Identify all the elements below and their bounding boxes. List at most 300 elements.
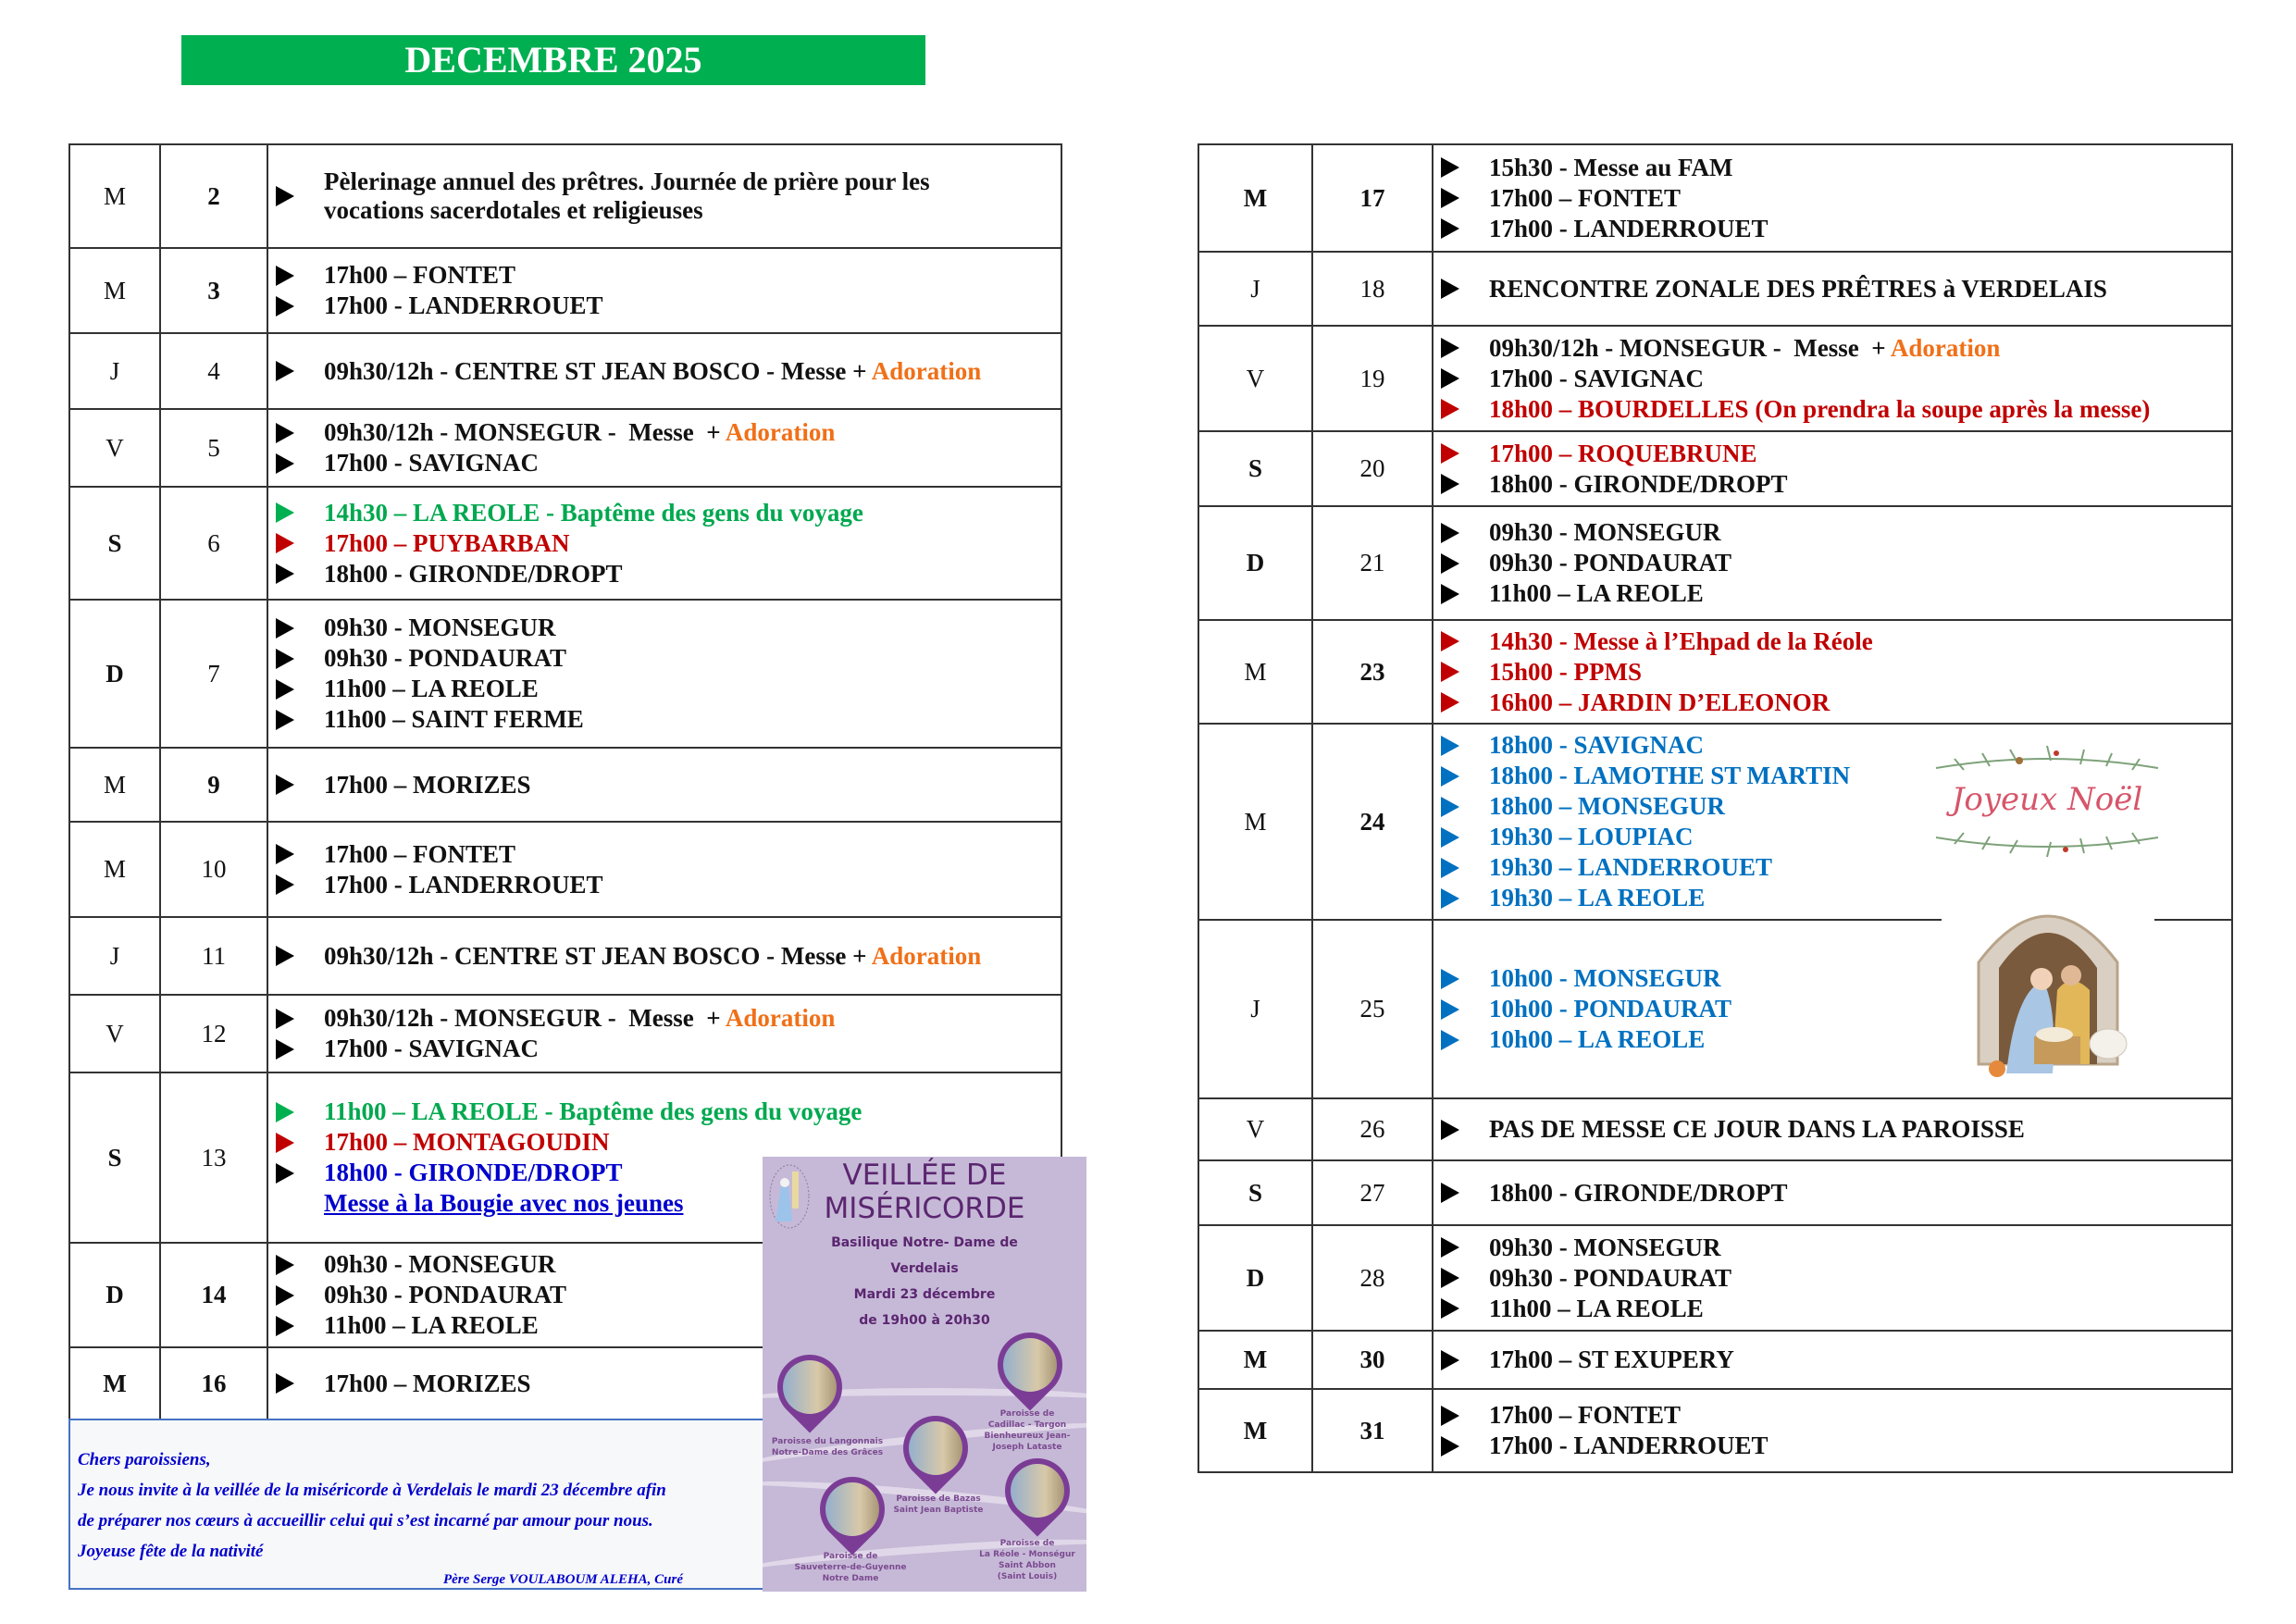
- event-segment: 09h30 - MONSEGUR: [324, 614, 556, 641]
- bullet-arrow-icon: [1441, 797, 1459, 817]
- nativity-icon: [1942, 879, 2154, 1092]
- poster-title-line1: VEILLÉE DE: [842, 1159, 1007, 1192]
- event-text: [324, 704, 584, 735]
- event-line: [276, 1003, 1061, 1034]
- bullet-arrow-icon: [1441, 188, 1459, 208]
- day-row: [69, 995, 1061, 1072]
- weekday-letter: V: [69, 409, 160, 487]
- event-line: [276, 448, 1061, 478]
- event-line: [1441, 469, 2231, 500]
- event-segment: 17h00 – MORIZES: [324, 770, 531, 799]
- event-segment: 18h00 - SAVIGNAC: [1489, 731, 1705, 759]
- bullet-arrow-icon: [1441, 1120, 1459, 1140]
- event-segment: 17h00 - LANDERROUET: [1489, 1432, 1769, 1459]
- weekday-letter: M: [1198, 620, 1312, 724]
- day-number: 7: [160, 600, 267, 748]
- event-line: [1441, 214, 2231, 244]
- event-segment: Pèlerinage annuel des prêtres. Journée de prière pour les vocations sacerdotales et religieuses: [324, 167, 930, 224]
- event-line: [276, 839, 1061, 870]
- day-number: 9: [160, 748, 267, 822]
- weekday-letter: S: [69, 487, 160, 600]
- event-segment: 18h00 - GIRONDE/DROPT: [1489, 1178, 1788, 1207]
- event-text: [324, 498, 863, 528]
- day-number: 26: [1312, 1098, 1433, 1160]
- bullet-arrow-icon: [276, 1373, 294, 1394]
- bullet-arrow-icon: [276, 453, 294, 474]
- bullet-arrow-icon: [1441, 399, 1459, 419]
- poster-place-line1: Basilique Notre- Dame de: [831, 1235, 1018, 1250]
- events-cell: [267, 917, 1061, 995]
- event-line: [276, 870, 1061, 900]
- event-line: [1441, 364, 2231, 394]
- event-segment: 09h30/12h - MONSEGUR - Messe +: [1489, 333, 1891, 362]
- bullet-arrow-icon: [1441, 584, 1459, 604]
- event-text: [1489, 1114, 2025, 1145]
- day-row: [69, 248, 1061, 333]
- adoration-label: Adoration: [725, 1004, 836, 1032]
- event-line: [1441, 578, 2231, 609]
- day-row: [1198, 1389, 2232, 1472]
- event-segment: 09h30/12h - CENTRE ST JEAN BOSCO - Messe +: [324, 356, 872, 385]
- bullet-arrow-icon: [276, 1285, 294, 1306]
- event-line: [276, 167, 1061, 225]
- event-text: [1489, 730, 1704, 761]
- event-line: [276, 356, 1061, 387]
- weekday-letter: J: [1198, 252, 1312, 326]
- bullet-arrow-icon: [276, 296, 294, 316]
- event-segment: 10h00 - PONDAURAT: [1489, 995, 1731, 1023]
- bullet-arrow-icon: [1441, 474, 1459, 494]
- day-row: [1198, 620, 2232, 724]
- day-row: [1198, 1160, 2232, 1225]
- event-text: [324, 941, 981, 972]
- event-text: [1489, 761, 1850, 791]
- event-text: [1489, 333, 2000, 364]
- day-number: 20: [1312, 431, 1433, 506]
- bullet-arrow-icon: [276, 423, 294, 443]
- day-row: [69, 917, 1061, 995]
- event-segment: RENCONTRE ZONALE DES PRÊTRES à VERDELAIS: [1489, 274, 2107, 303]
- pastor-message-box: [68, 1419, 840, 1590]
- day-number: 10: [160, 822, 267, 917]
- nativity-illustration: [1942, 879, 2154, 1092]
- day-number: 5: [160, 409, 267, 487]
- event-segment: 09h30/12h - MONSEGUR - Messe +: [324, 1004, 726, 1032]
- event-line: [1441, 548, 2231, 578]
- bullet-arrow-icon: [1441, 279, 1459, 299]
- event-line: [1441, 183, 2231, 214]
- event-text: [324, 448, 539, 478]
- event-segment: 09h30 - MONSEGUR: [324, 1250, 556, 1278]
- weekday-letter: M: [1198, 724, 1312, 920]
- event-text: [1489, 883, 1705, 913]
- weekday-letter: V: [1198, 1098, 1312, 1160]
- event-segment: 17h00 - SAVIGNAC: [324, 1035, 540, 1062]
- bullet-arrow-icon: [276, 361, 294, 381]
- events-cell: [267, 144, 1061, 248]
- event-line: [1441, 333, 2231, 364]
- event-line: [1441, 153, 2231, 183]
- parish-pin-icon: [764, 1342, 856, 1433]
- weekday-letter: V: [1198, 326, 1312, 431]
- day-number: 17: [1312, 144, 1433, 252]
- event-segment: 10h00 - MONSEGUR: [1489, 964, 1721, 992]
- event-text: [324, 528, 570, 559]
- poster-date: Mardi 23 décembre: [853, 1287, 996, 1302]
- day-number: 11: [160, 917, 267, 995]
- weekday-letter: M: [69, 822, 160, 917]
- youth-mass-link[interactable]: Messe à la Bougie avec nos jeunes: [324, 1189, 684, 1217]
- event-line: [1441, 439, 2231, 469]
- event-segment: 14h30 – LA REOLE - Baptême des gens du voyage: [324, 498, 863, 527]
- bullet-arrow-icon: [1441, 1268, 1459, 1288]
- day-row: [69, 144, 1061, 248]
- event-text: [1489, 153, 1732, 183]
- event-segment: 17h00 – FONTET: [1489, 183, 1682, 212]
- event-text: [1489, 214, 1769, 244]
- bullet-arrow-icon: [1441, 692, 1459, 713]
- weekday-letter: M: [69, 748, 160, 822]
- weekday-letter: S: [1198, 1160, 1312, 1225]
- parish-label: Paroisse de Sauveterre-de-Guyenne Notre Dame: [794, 1552, 907, 1583]
- event-segment: 19h30 – LOUPIAC: [1489, 823, 1694, 850]
- event-line: [1441, 626, 2231, 657]
- event-segment: 17h00 – FONTET: [324, 839, 516, 868]
- event-line: [1441, 394, 2231, 425]
- bullet-arrow-icon: [276, 844, 294, 864]
- event-text: [324, 1249, 556, 1280]
- event-line: [1441, 1263, 2231, 1294]
- bullet-arrow-icon: [1441, 1436, 1459, 1457]
- event-text: [324, 356, 981, 387]
- event-text: [1489, 1345, 1734, 1375]
- events-cell: [1433, 620, 2232, 724]
- events-cell: [1433, 1225, 2232, 1331]
- adoration-label: Adoration: [871, 941, 982, 970]
- bullet-arrow-icon: [1441, 1350, 1459, 1370]
- event-text: [324, 1003, 835, 1034]
- day-number: 4: [160, 333, 267, 409]
- bullet-arrow-icon: [276, 618, 294, 638]
- event-text: [324, 839, 515, 870]
- event-segment: 09h30 - PONDAURAT: [324, 644, 566, 672]
- event-text: [1489, 469, 1788, 500]
- bullet-arrow-icon: [276, 533, 294, 553]
- bullet-arrow-icon: [1441, 1237, 1459, 1258]
- day-number: 19: [1312, 326, 1433, 431]
- parish-label: Paroisse de Bazas Saint Jean Baptiste: [893, 1494, 984, 1515]
- events-cell: [1433, 1331, 2232, 1389]
- bullet-arrow-icon: [1441, 766, 1459, 787]
- event-line: [276, 417, 1061, 448]
- event-segment: 18h00 - GIRONDE/DROPT: [324, 1159, 623, 1186]
- day-number: 6: [160, 487, 267, 600]
- event-segment: 15h30 - Messe au FAM: [1489, 153, 1733, 181]
- day-number: 16: [160, 1347, 267, 1419]
- poster-place-line2: Verdelais: [890, 1261, 959, 1276]
- message-line: Joyeuse fête de la nativité: [78, 1542, 264, 1561]
- weekday-letter: D: [1198, 506, 1312, 620]
- event-text: [324, 643, 566, 674]
- event-text: [1489, 822, 1694, 852]
- event-segment: 10h00 – LA REOLE: [1489, 1025, 1706, 1053]
- event-segment: 17h00 - LANDERROUET: [324, 291, 603, 319]
- event-line: [1441, 1345, 2231, 1375]
- event-segment: 14h30 - Messe à l’Ehpad de la Réole: [1489, 626, 1873, 655]
- event-text: [324, 1034, 539, 1064]
- events-cell: [267, 409, 1061, 487]
- events-cell: [267, 822, 1061, 917]
- event-line: [1441, 1294, 2231, 1324]
- event-text: [1489, 364, 1704, 394]
- parish-label: Paroisse de La Réole - Monségur Saint Abbon (Saint Louis): [979, 1539, 1075, 1581]
- event-line: [276, 941, 1061, 972]
- events-cell: [1433, 144, 2232, 252]
- event-segment: 11h00 – LA REOLE: [1489, 1294, 1704, 1322]
- event-text: [1489, 1263, 1731, 1294]
- event-text: [1489, 1294, 1704, 1324]
- event-segment: 19h30 – LA REOLE: [1489, 884, 1706, 911]
- event-segment: 18h00 – BOURDELLES (On prendra la soupe après la messe): [1489, 394, 2151, 423]
- day-row: [69, 600, 1061, 748]
- events-cell: [1433, 431, 2232, 506]
- event-line: [276, 674, 1061, 704]
- event-segment: PAS DE MESSE CE JOUR DANS LA PAROISSE: [1489, 1115, 2025, 1143]
- event-segment: 09h30 - MONSEGUR: [1489, 1233, 1721, 1261]
- event-segment: 17h00 – MONTAGOUDIN: [324, 1128, 610, 1156]
- weekday-letter: M: [69, 144, 160, 248]
- event-line: [276, 498, 1061, 528]
- weekday-letter: D: [69, 600, 160, 748]
- events-cell: [267, 248, 1061, 333]
- event-text: [324, 417, 835, 448]
- weekday-letter: M: [1198, 144, 1312, 252]
- day-row: [1198, 144, 2232, 252]
- bullet-arrow-icon: [1441, 1183, 1459, 1203]
- bullet-arrow-icon: [1441, 888, 1459, 909]
- joyeux-noel-banner: [1927, 740, 2167, 865]
- event-segment: 11h00 – LA REOLE - Baptême des gens du voyage: [324, 1097, 863, 1125]
- weekday-letter: J: [69, 333, 160, 409]
- event-text: [1489, 626, 1873, 657]
- bullet-arrow-icon: [276, 1039, 294, 1060]
- event-segment: 16h00 – JARDIN D’ELEONOR: [1489, 688, 1831, 716]
- event-line: [276, 704, 1061, 735]
- event-text: [1489, 1024, 1705, 1055]
- day-number: 28: [1312, 1225, 1433, 1331]
- event-text: [324, 674, 539, 704]
- day-row: [1198, 1225, 2232, 1331]
- event-text: [1489, 1400, 1681, 1431]
- weekday-letter: S: [1198, 431, 1312, 506]
- event-segment: 17h00 – FONTET: [1489, 1401, 1682, 1429]
- day-number: 3: [160, 248, 267, 333]
- weekday-letter: D: [1198, 1225, 1312, 1331]
- bullet-arrow-icon: [276, 186, 294, 206]
- event-segment: 17h00 - SAVIGNAC: [1489, 364, 1705, 392]
- day-number: 31: [1312, 1389, 1433, 1472]
- event-segment: 18h00 - GIRONDE/DROPT: [324, 559, 623, 588]
- event-line: [1441, 1114, 2231, 1145]
- event-segment: 11h00 – LA REOLE: [324, 675, 539, 702]
- day-number: 13: [160, 1072, 267, 1243]
- poster-time: de 19h00 à 20h30: [859, 1313, 990, 1328]
- day-number: 2: [160, 144, 267, 248]
- event-text: [324, 260, 515, 291]
- day-row: [1198, 252, 2232, 326]
- event-line: [1441, 1233, 2231, 1263]
- bullet-arrow-icon: [276, 1102, 294, 1122]
- event-segment: 09h30 - PONDAURAT: [324, 1281, 566, 1308]
- adoration-label: Adoration: [725, 418, 836, 446]
- vigil-poster: [763, 1157, 1086, 1592]
- bullet-arrow-icon: [1441, 157, 1459, 178]
- bullet-arrow-icon: [276, 564, 294, 584]
- event-segment: 11h00 – SAINT FERME: [324, 705, 584, 733]
- event-text: [324, 167, 1009, 225]
- event-line: [1441, 274, 2231, 304]
- event-line: [276, 770, 1061, 800]
- event-text: [1489, 548, 1731, 578]
- event-line: [1441, 1400, 2231, 1431]
- bullet-arrow-icon: [276, 874, 294, 895]
- event-line: [1441, 517, 2231, 548]
- day-number: 18: [1312, 252, 1433, 326]
- event-text: [324, 613, 556, 643]
- message-line: de préparer nos cœurs à accueillir celui qui s’est incarné par amour pour nous.: [78, 1511, 653, 1531]
- event-segment: 18h00 - LAMOTHE ST MARTIN: [1489, 762, 1851, 789]
- event-segment: 18h00 – MONSEGUR: [1489, 792, 1726, 820]
- event-segment: 09h30 - PONDAURAT: [1489, 1263, 1731, 1292]
- day-row: [1198, 1098, 2232, 1160]
- bullet-arrow-icon: [276, 710, 294, 730]
- weekday-letter: M: [1198, 1389, 1312, 1472]
- bullet-arrow-icon: [1441, 443, 1459, 464]
- bullet-arrow-icon: [276, 1163, 294, 1184]
- weekday-letter: V: [69, 995, 160, 1072]
- events-cell: [267, 600, 1061, 748]
- event-text: [1489, 578, 1704, 609]
- bullet-arrow-icon: [1441, 218, 1459, 239]
- bullet-arrow-icon: [1441, 523, 1459, 543]
- event-line: [276, 613, 1061, 643]
- events-cell: [267, 748, 1061, 822]
- weekday-letter: D: [69, 1243, 160, 1347]
- day-row: [1198, 1331, 2232, 1389]
- bullet-arrow-icon: [1441, 1406, 1459, 1426]
- event-line: [276, 1097, 1061, 1127]
- event-text: [324, 1158, 623, 1188]
- bullet-arrow-icon: [276, 1009, 294, 1029]
- event-text: [324, 559, 623, 589]
- event-line: [276, 559, 1061, 589]
- weekday-letter: J: [1198, 920, 1312, 1098]
- event-segment: 18h00 - GIRONDE/DROPT: [1489, 469, 1788, 498]
- event-text: [1489, 657, 1642, 688]
- bullet-arrow-icon: [276, 266, 294, 286]
- events-cell: [1433, 252, 2232, 326]
- events-cell: [267, 487, 1061, 600]
- event-text: [1489, 1233, 1721, 1263]
- event-text: [1489, 1431, 1769, 1461]
- weekday-letter: M: [69, 1347, 160, 1419]
- event-segment: 09h30/12h - MONSEGUR - Messe +: [324, 418, 726, 446]
- day-number: 24: [1312, 724, 1433, 920]
- adoration-label: Adoration: [1890, 333, 2001, 362]
- event-text: [1489, 394, 2150, 425]
- event-line: [276, 260, 1061, 291]
- day-number: 27: [1312, 1160, 1433, 1225]
- events-cell: [267, 333, 1061, 409]
- bullet-arrow-icon: [1441, 338, 1459, 358]
- events-cell: [1433, 506, 2232, 620]
- event-line: [276, 1127, 1061, 1158]
- event-line: [1441, 1431, 2231, 1461]
- event-segment: 11h00 – LA REOLE: [324, 1311, 539, 1339]
- event-segment: 09h30 - PONDAURAT: [1489, 549, 1731, 576]
- day-row: [69, 487, 1061, 600]
- event-text: [324, 870, 603, 900]
- event-segment: 17h00 - LANDERROUET: [1489, 214, 1769, 242]
- event-line: [1441, 657, 2231, 688]
- event-segment: 09h30 - MONSEGUR: [1489, 518, 1721, 546]
- bullet-arrow-icon: [276, 679, 294, 700]
- event-text: [1489, 688, 1830, 718]
- day-row: [69, 748, 1061, 822]
- bullet-arrow-icon: [1441, 827, 1459, 848]
- event-line: [276, 1034, 1061, 1064]
- day-number: 23: [1312, 620, 1433, 724]
- event-text: [1489, 994, 1731, 1024]
- day-row: [1198, 506, 2232, 620]
- bullet-arrow-icon: [1441, 662, 1459, 682]
- events-cell: [1433, 1160, 2232, 1225]
- event-segment: 17h00 - LANDERROUET: [324, 870, 603, 899]
- day-row: [1198, 431, 2232, 506]
- day-number: 12: [160, 995, 267, 1072]
- event-text: [324, 1097, 862, 1127]
- signature: Père Serge VOULABOUM ALEHA, Curé: [442, 1572, 683, 1587]
- bullet-arrow-icon: [1441, 631, 1459, 651]
- event-segment: 19h30 – LANDERROUET: [1489, 853, 1773, 881]
- events-cell: [1433, 1389, 2232, 1472]
- bullet-arrow-icon: [1441, 858, 1459, 878]
- message-line: Je nous invite à la veillée de la miséricorde à Verdelais le mardi 23 décembre afin: [78, 1481, 666, 1500]
- weekday-letter: S: [69, 1072, 160, 1243]
- event-line: [276, 643, 1061, 674]
- bullet-arrow-icon: [1441, 736, 1459, 756]
- event-text: [1489, 274, 2107, 304]
- weekday-letter: J: [69, 917, 160, 995]
- events-cell: [1433, 1098, 2232, 1160]
- event-line: [1441, 688, 2231, 718]
- bullet-arrow-icon: [1441, 1030, 1459, 1050]
- page-title: DECEMBRE 2025: [181, 35, 925, 85]
- day-number: 21: [1312, 506, 1433, 620]
- event-text: [324, 1310, 539, 1341]
- event-segment: 17h00 – ROQUEBRUNE: [1489, 439, 1757, 467]
- bullet-arrow-icon: [1441, 368, 1459, 389]
- event-text: [324, 770, 531, 800]
- event-line: [1441, 1178, 2231, 1209]
- day-row: [1198, 326, 2232, 431]
- bullet-arrow-icon: [1441, 1298, 1459, 1319]
- day-row: [69, 822, 1061, 917]
- event-text: [1489, 517, 1721, 548]
- event-text: [1489, 963, 1721, 994]
- bullet-arrow-icon: [276, 649, 294, 669]
- event-text: [324, 1369, 531, 1399]
